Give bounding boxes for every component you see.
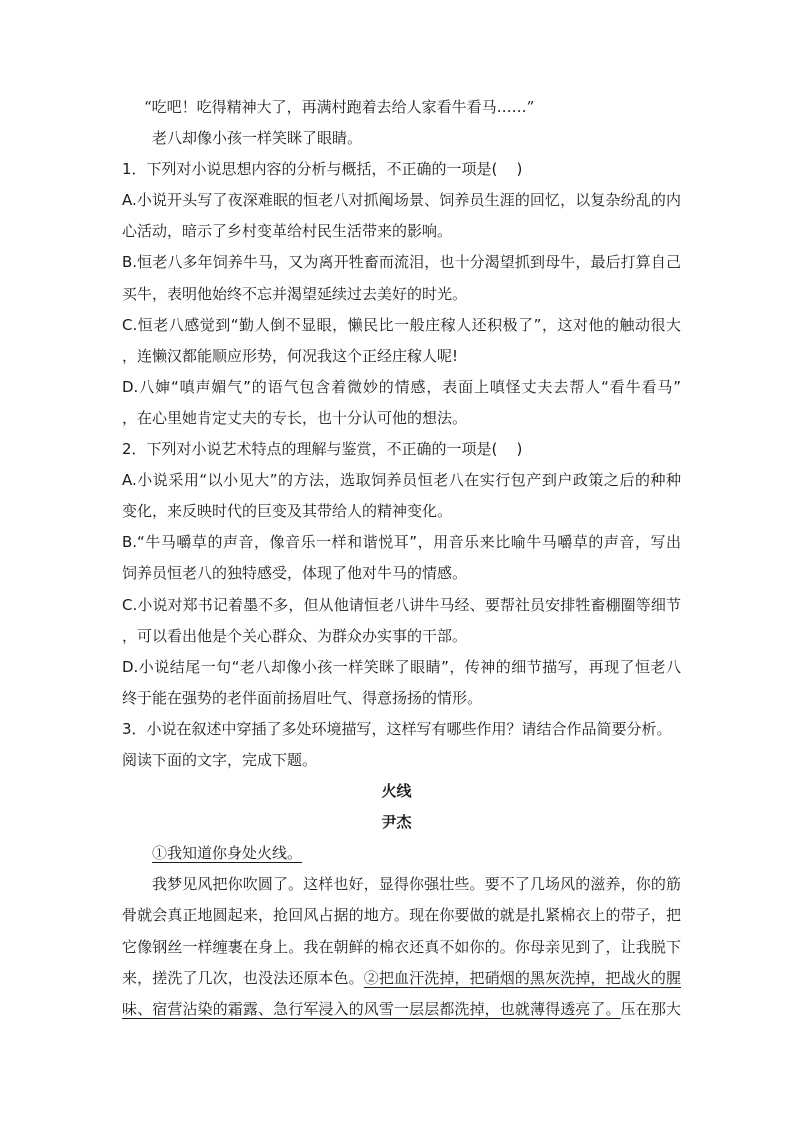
question-2-option-c <box>122 590 681 652</box>
paragraph-text: 我梦见风把你吹圆了。这样也好，显得你强壮些。要不了几场风的滋养，你的筋 <box>152 875 681 894</box>
paragraph-text: 来，搓洗了几次，也没法还原本色。 <box>122 968 364 987</box>
paragraph-line <box>122 869 681 900</box>
article-paragraph-2 <box>122 869 681 1024</box>
question-2 <box>122 434 681 714</box>
paragraph-text: 压在那大 <box>620 999 681 1018</box>
underlined-sentence-2-continued: 味、宿营沾染的霜露、急行军浸入的风雪一层层都洗掉，也就薄得透亮了。 <box>122 999 621 1018</box>
excerpt-closing-line: 老八却像小孩一样笑眯了眼睛。 <box>152 129 363 148</box>
question-1-option-b <box>122 247 681 309</box>
paragraph-text: 骨就会真正地圆起来，抢回风占据的地方。现在你要做的就是扎紧棉衣上的带子，把 <box>122 906 681 925</box>
option-line: 心活动，暗示了乡村变革给村民生活带来的影响。 <box>122 222 453 241</box>
underlined-sentence-2: ②把血汗洗掉，把硝烟的黑灰洗掉，把战火的腥 <box>363 968 681 987</box>
question-1-option-a <box>122 185 681 247</box>
option-line: 变化，来反映时代的巨变及其带给人的精神变化。 <box>122 502 453 521</box>
option-line: 饲养员恒老八的独特感受，体现了他对牛马的情感。 <box>122 564 468 583</box>
question-2-option-d <box>122 652 681 714</box>
question-1-option-d <box>122 372 681 434</box>
option-line: ，连懒汉都能顺应形势，何况我这个正经庄稼人呢! <box>122 346 459 365</box>
question-1 <box>122 154 681 434</box>
option-line: C.恒老八感觉到“勤人倒不显眼，懒民比一般庄稼人还积极了”，这对他的触动很大 <box>122 315 681 334</box>
story-ending <box>122 92 681 154</box>
question-3-stem: 3．小说在叙述中穿插了多处环境描写，这样写有哪些作用？请结合作品简要分析。 <box>122 719 672 738</box>
option-line: D.八婶“嗔声媚气”的语气包含着微妙的情感，表面上嗔怪丈夫去帮人“看牛看马” <box>122 377 681 396</box>
option-line: ，可以看出他是个关心群众、为群众办实事的干部。 <box>122 626 468 645</box>
page-content <box>122 92 681 1025</box>
excerpt-dialogue: “吃吧！吃得精神大了，再满村跑着去给人家看牛看马……” <box>144 98 535 116</box>
option-line: 终于能在强势的老伴面前扬眉吐气、得意扬扬的情形。 <box>122 688 483 707</box>
question-1-option-c <box>122 310 681 372</box>
question-2-option-a <box>122 465 681 527</box>
option-line: 买牛，表明他始终不忘并渴望延续过去美好的时光。 <box>122 284 468 303</box>
question-1-stem: 1．下列对小说思想内容的分析与概括，不正确的一项是( ) <box>122 160 523 179</box>
option-line: B.“牛马嚼草的声音，像音乐一样和谐悦耳”，用音乐来比喻牛马嚼草的声音，写出 <box>122 533 681 552</box>
option-line: A.小说开头写了夜深难眠的恒老八对抓阄场景、饲养员生涯的回忆，以复杂纷乱的内 <box>122 191 681 210</box>
underlined-sentence-1: ①我知道你身处火线。 <box>152 844 303 863</box>
paragraph-text: 它像钢丝一样缠裹在身上。我在朝鲜的棉衣还真不如你的。你母亲见到了，让我脱下 <box>122 937 681 956</box>
article-paragraph-1 <box>122 838 681 869</box>
article <box>122 776 681 1025</box>
paragraph-line <box>122 900 681 931</box>
question-2-stem: 2．下列对小说艺术特点的理解与鉴赏，不正确的一项是( ) <box>122 440 523 459</box>
paragraph-line <box>122 963 681 994</box>
option-line: ，在心里她肯定丈夫的专长，也十分认可他的想法。 <box>122 408 468 427</box>
paragraph-line <box>122 994 681 1025</box>
article-title: 火线 <box>381 782 412 801</box>
option-line: B.恒老八多年饲养牛马，又为离开牲畜而流泪，也十分渴望抓到母牛，最后打算自己 <box>122 253 681 272</box>
option-line: D.小说结尾一句“老八却像小孩一样笑眯了眼睛”，传神的细节描写，再现了恒老八 <box>122 657 681 676</box>
option-line: A.小说采用“以小见大”的方法，选取饲养员恒老八在实行包产到户政策之后的种种 <box>122 471 681 490</box>
reading-instruction: 阅读下面的文字，完成下题。 <box>122 750 318 769</box>
article-author: 尹杰 <box>381 813 412 832</box>
question-2-option-b <box>122 527 681 589</box>
option-line: C.小说对郑书记着墨不多，但从他请恒老八讲牛马经、要帮社员安排牲畜棚圈等细节 <box>122 595 681 614</box>
paragraph-line <box>122 932 681 963</box>
